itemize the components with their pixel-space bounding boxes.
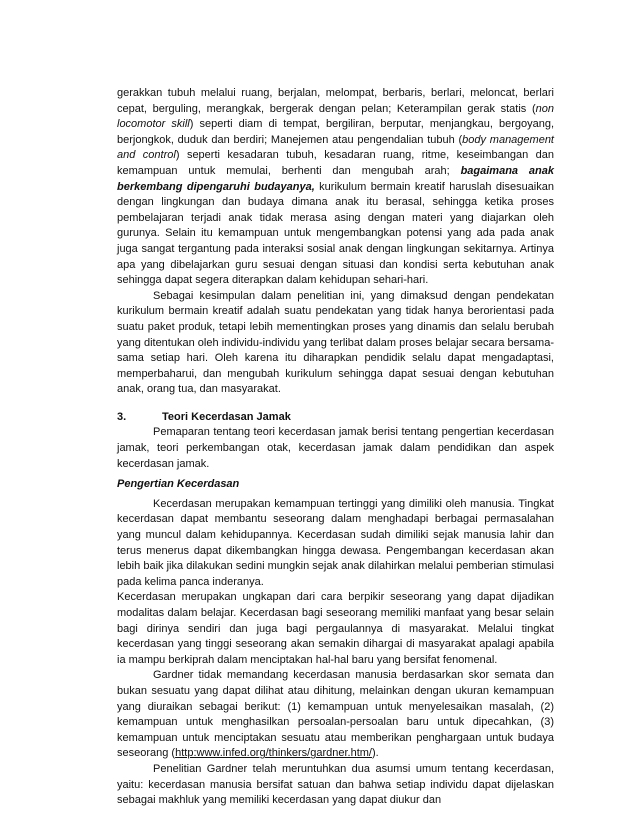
italic-term: body management and control — [117, 133, 554, 162]
paragraph-5: Kecerdasan merupakan ungkapan dari cara berpikir seseorang yang dapat dijadikan modalitas dalam belajar. Kecerdasan bagi seseorang memiliki manfaat yang besar selain bagi dirinya sendiri dan juga bagi pergaulannya di masyarakat. Melalui tingkat kecerdasan yang tinggi seseorang akan semakin dihargai di masyarakat apalagi apabila ia mampu berkiprah dalam menciptakan hal-hal baru yang bersifat fenomenal. — [117, 591, 554, 666]
paragraph-7: Penelitian Gardner telah meruntuhkan dua asumsi umum tentang kecerdasan, yaitu: kecerdasan manusia bersifat satuan dan bahwa setiap individu dapat dijelaskan sebagai makhluk yang memiliki kecerdasan yang dapat diukur dan — [117, 762, 554, 807]
reference-link[interactable]: http:www.infed.org/thinkers/gardner.htm/ — [175, 747, 372, 760]
section-title: Teori Kecerdasan Jamak — [162, 410, 291, 423]
text-run: ). — [371, 747, 379, 760]
text-run: kurikulum bermain kreatif haruslah disesuaikan dengan lingkungan dan budaya dimana anak itu berasal, sehingga ketika proses pembelajaran terjadi anak tidak merasa asing dengan materi yang diajarkan oleh gurunya. Selain itu kemampuan untuk mengembangkan potensi yang ada pada anak juga sangat tergantung pada interaksi sosial anak dengan lingkungan sekitarnya. Artinya apa yang dibelajarkan guru sesuai dengan situasi dan kondisi serta kebutuhan anak sehingga dapat segera diterapkan dalam kehidupan sehari-hari. — [117, 180, 554, 287]
bold-italic-phrase: bagaimana anak berkembang dipengaruhi budayanya, — [117, 164, 555, 193]
paragraph-1 — [117, 86, 554, 289]
paragraph-3: Pemaparan tentang teori kecerdasan jamak berisi tentang pengertian kecerdasan jamak, teori perkembangan otak, kecerdasan jamak dalam pendidikan dan aspek kecerdasan jamak. — [117, 426, 554, 470]
paragraph-4: Kecerdasan merupakan kemampuan tertinggi yang dimiliki oleh manusia. Tingkat kecerdasan dapat membantu seseorang dalam menghadapi berbagai permasalahan yang muncul dalam kehidupannya. Kecerdasan sudah dimiliki sejak manusia lahir dan terus menerus dapat dikembangkan hingga dewasa. Pengembangan kecerdasan akan lebih baik jika dilakukan sedini mungkin sejak anak dilahirkan melalui pemberian stimulasi pada kelima panca inderanya. — [117, 497, 554, 588]
subheading: Pengertian Kecerdasan — [117, 478, 240, 491]
text-run: gerakkan tubuh melalui ruang, berjalan, melompat, berbaris, berlari, meloncat, berlari cepat, berguling, merangkak, bergerak dengan pelan; Keterampilan gerak statis ( — [117, 87, 554, 115]
paragraph-2: Sebagai kesimpulan dalam penelitian ini, yang dimaksud dengan pendekatan kurikulum bermain kreatif adalah suatu pendekatan yang tidak hanya berorientasi pada suatu paket produk, tetapi lebih mementingkan proses yang dinamis dan selalu berubah yang ditentukan oleh individu-individu yang terlibat dalam proses belajar secara bersama-sama setiap hari. Oleh karena itu diharapkan pendidik selalu dapat mengadaptasi, memperbaharui, dan mengubah kurikulum sehingga dapat sesuai dengan kebutuhan anak, orang tua, dan masyarakat. — [117, 289, 554, 396]
spacer — [117, 398, 554, 410]
text-run: Gardner tidak memandang kecerdasan manusia berdasarkan skor semata dan bukan sesuatu yang dapat dilihat atau dihitung, melainkan dengan ukuran kemampuan yang diuraikan sebagai berikut: (1) kemampuan untuk menyelesaikan masalah, (2) kemampuan untuk menghasilkan persoalan-persoalan baru untuk dipecahkan, (3) kemampuan untuk menciptakan sesuatu atau memberikan penghargaan untuk budaya seseorang ( — [117, 669, 554, 760]
section-number: 3. — [117, 410, 127, 423]
text-run: ) seperti diam di tempat, bergiliran, berputar, menjangkau, bergoyang, berjongkok, duduk dan berdiri; Manejemen atau pengendalian tubuh ( — [117, 118, 555, 146]
section-heading — [117, 410, 554, 426]
text-run: ) seperti kesadaran tubuh, kesadaran ruang, ritme, keseimbangan dan kemampuan untuk memulai, berhenti dan mengubah arah; — [117, 149, 554, 177]
paragraph-6 — [117, 668, 554, 762]
italic-term: non locomotor skill — [117, 102, 554, 131]
